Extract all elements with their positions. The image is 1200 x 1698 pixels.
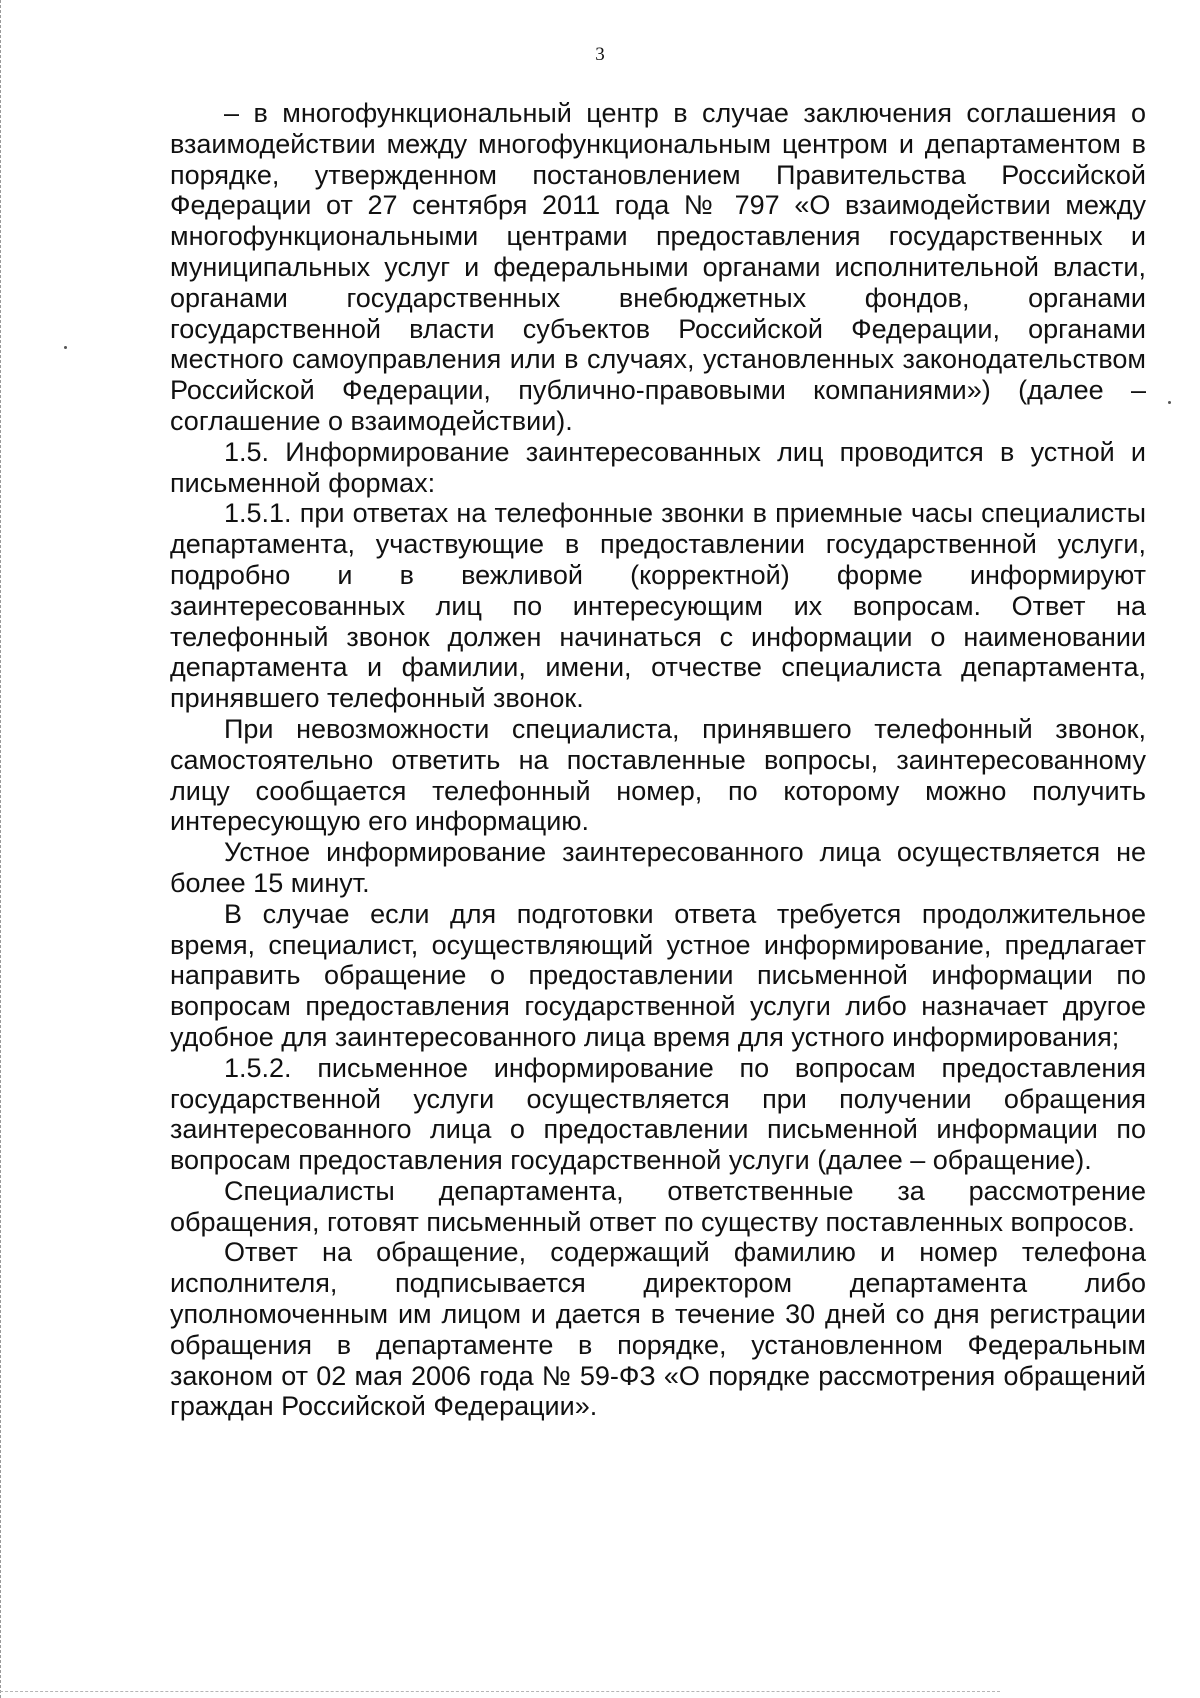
document-body xyxy=(170,98,1146,1422)
paragraph-1-5-1: 1.5.1. при ответах на телефонные звонки в приемные часы специалисты департамента, участвующие в предоставлении государственной услуги, подробно и в вежливой (корректной) форме информируют заинтересованных лиц по интересующим их вопросам. Ответ на телефонный звонок должен начинаться с информации о наименовании департамента и фамилии, имени, отчестве специалиста департамента, принявшего телефонный звонок. xyxy=(170,498,1146,714)
scan-speck xyxy=(64,346,67,349)
paragraph-long-answer: В случае если для подготовки ответа требуется продолжительное время, специалист, осуществляющий устное информирование, предлагает направить обращение о предоставлении письменной информации по вопросам предоставления государственной услуги либо назначает другое удобное для заинтересованного лица время для устного информирования; xyxy=(170,898,1146,1052)
page-number: 3 xyxy=(595,44,605,65)
paragraph-oral-duration: Устное информирование заинтересованного лица осуществляется не более 15 минут. xyxy=(170,837,1146,898)
scan-edge-left xyxy=(0,0,4,1698)
paragraph-response-signature: Ответ на обращение, содержащий фамилию и номер телефона исполнителя, подписывается директором департамента либо уполномоченным им лицом и дается в течение 30 дней со дня регистрации обращения в департаменте в порядке, установленном Федеральным законом от 02 мая 2006 года № 59-ФЗ «О порядке рассмотрения обращений граждан Российской Федерации». xyxy=(170,1237,1146,1422)
scan-edge-bottom xyxy=(0,1691,1000,1692)
scan-speck xyxy=(1168,401,1171,404)
paragraph-specialists-answer: Специалисты департамента, ответственные за рассмотрение обращения, готовят письменный ответ по существу поставленных вопросов. xyxy=(170,1175,1146,1237)
paragraph-1-5-2: 1.5.2. письменное информирование по вопросам предоставления государственной услуги осуществляется при получении обращения заинтересованного лица о предоставлении письменной информации по вопросам предоставления государственной услуги (далее – обращение). xyxy=(170,1052,1146,1176)
paragraph-mfc-agreement: – в многофункциональный центр в случае заключения соглашения о взаимодействии между многофункциональным центром и департаментом в порядке, утвержденном постановлением Правительства Российской Федерации от 27 сентября 2011 года № 797 «О взаимодействии между многофункциональными центрами предоставления государственных и муниципальных услуг и федеральными органами исполнительной власти, органами государственных внебюджетных фондов, органами государственной власти субъектов Российской Федерации, органами местного самоуправления или в случаях, установленных законодательством Российской Федерации, публично-правовыми компаниями») (далее – соглашение о взаимодействии). xyxy=(170,98,1146,436)
paragraph-phone-impossibility: При невозможности специалиста, принявшего телефонный звонок, самостоятельно ответить на поставленные вопросы, заинтересованному лицу сообщается телефонный номер, по которому можно получить интересующую его информацию. xyxy=(170,713,1146,837)
paragraph-1-5: 1.5. Информирование заинтересованных лиц проводится в устной и письменной формах: xyxy=(170,436,1146,498)
